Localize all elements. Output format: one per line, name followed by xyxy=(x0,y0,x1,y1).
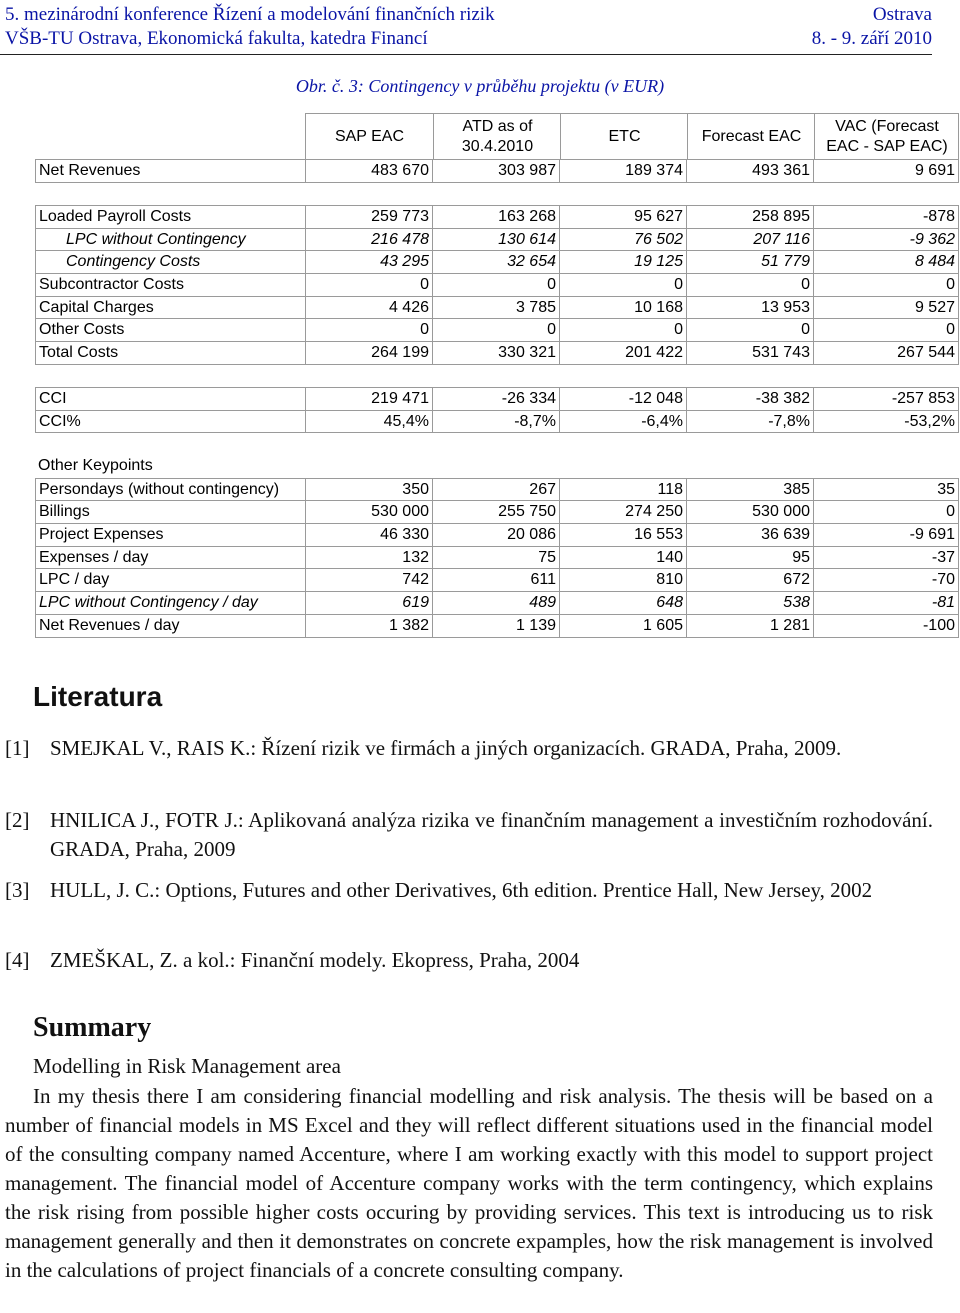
column-header xyxy=(560,114,688,160)
value-cell: 216 478 xyxy=(306,229,433,251)
value-cell: 303 987 xyxy=(433,160,560,182)
summary-paragraph: In my thesis there I am considering financial modelling and risk analysis. The thesis will be based on a number of financial models in MS Excel and they will reflect different situations used in the financial model of the consulting company named Accenture, where I am working exactly with this model to support project management. The financial model of Accenture company works with the term contingency, which explains the risk rising from possible higher costs occuring by providing services. This text is introducing us to risk management generally and then it demonstrates on concrete expamples, how the risk management is involved in the calculations of project financials of a concrete consulting company. xyxy=(5,1084,933,1282)
value-cell: -53,2% xyxy=(904,412,955,430)
reference-number: [2] xyxy=(5,808,30,832)
value-cell: -7,8% xyxy=(687,411,814,433)
table-row xyxy=(36,251,958,274)
column-header-label: ATD as of 30.4.2010 xyxy=(461,118,534,155)
table-row xyxy=(36,615,958,638)
value-cell: 13 953 xyxy=(687,297,814,319)
value-cell: 76 502 xyxy=(560,229,687,251)
value-cell: 36 639 xyxy=(687,524,814,546)
value-cell: 530 000 xyxy=(687,501,814,523)
row-label: Contingency Costs xyxy=(66,253,201,271)
table-block xyxy=(35,205,959,365)
reference-text: ZMEŠKAL, Z. a kol.: Finanční modely. Ekopress, Praha, 2004 xyxy=(50,948,580,972)
value-cell: 258 895 xyxy=(687,206,814,228)
value-cell: 9 527 xyxy=(914,298,955,316)
value-cell: 493 361 xyxy=(687,160,814,182)
value-cell: 611 xyxy=(433,569,560,591)
column-header xyxy=(306,114,433,160)
value-cell: 189 374 xyxy=(560,160,687,182)
value-cell: 43 295 xyxy=(306,251,433,273)
value-cell: 51 779 xyxy=(687,251,814,273)
value-cell: 672 xyxy=(687,569,814,591)
value-cell: 0 xyxy=(687,319,814,341)
reference-item xyxy=(5,734,933,763)
value-cell: 35 xyxy=(937,480,955,498)
value-cell: 255 750 xyxy=(433,501,560,523)
value-cell: 45,4% xyxy=(306,411,433,433)
row-label: LPC / day xyxy=(39,571,110,589)
column-header xyxy=(433,114,561,160)
summary-heading: Summary xyxy=(33,1012,152,1043)
row-label: Other Costs xyxy=(39,321,125,339)
reference-text: SMEJKAL V., RAIS K.: Řízení rizik ve firmách a jiných organizacích. GRADA, Praha, 2009. xyxy=(50,736,842,760)
value-cell: 132 xyxy=(306,547,433,569)
value-cell: 75 xyxy=(433,547,560,569)
table-row xyxy=(36,274,958,297)
value-cell: 0 xyxy=(433,319,560,341)
row-label: Net Revenues / day xyxy=(39,616,180,634)
value-cell: 0 xyxy=(560,319,687,341)
value-cell: 0 xyxy=(946,503,955,521)
reference-text: HULL, J. C.: Options, Futures and other Derivatives, 6th edition. Prentice Hall, New Jersey, 2002 xyxy=(50,878,873,902)
value-cell: 0 xyxy=(687,274,814,296)
value-cell: 46 330 xyxy=(306,524,433,546)
value-cell: -37 xyxy=(931,548,955,566)
row-label: CCI% xyxy=(39,412,81,430)
value-cell: 140 xyxy=(560,547,687,569)
value-cell: 0 xyxy=(946,321,955,339)
value-cell: -8,7% xyxy=(433,411,560,433)
literature-heading: Literatura xyxy=(33,681,163,712)
reference-number: [4] xyxy=(5,948,30,972)
value-cell: -38 382 xyxy=(687,388,814,410)
reference-item xyxy=(5,806,933,864)
table-row xyxy=(36,297,958,320)
value-cell: 1 605 xyxy=(560,615,687,637)
row-label: Net Revenues xyxy=(39,162,141,179)
value-cell: 163 268 xyxy=(433,206,560,228)
value-cell: -26 334 xyxy=(433,388,560,410)
value-cell: -70 xyxy=(931,571,955,589)
value-cell: 330 321 xyxy=(433,342,560,364)
value-cell: 1 281 xyxy=(687,615,814,637)
column-header-label: SAP EAC xyxy=(334,128,405,145)
table-row xyxy=(36,501,958,524)
header-divider xyxy=(0,54,932,55)
column-header xyxy=(814,114,959,160)
row-label: Billings xyxy=(39,503,90,521)
row-label: Capital Charges xyxy=(39,298,154,316)
table-row xyxy=(36,160,958,183)
table-row xyxy=(36,229,958,252)
value-cell: 259 773 xyxy=(306,206,433,228)
table-row xyxy=(36,388,958,411)
summary-subtitle: Modelling in Risk Management area xyxy=(33,1054,341,1078)
value-cell: 531 743 xyxy=(687,342,814,364)
value-cell: 4 426 xyxy=(306,297,433,319)
value-cell: 742 xyxy=(306,569,433,591)
value-cell: -9 362 xyxy=(909,230,955,248)
value-cell: 274 250 xyxy=(560,501,687,523)
contingency-table xyxy=(35,113,958,640)
column-header-label: Forecast EAC xyxy=(701,128,802,145)
table-block xyxy=(35,387,959,433)
reference-text: HNILICA J., FOTR J.: Aplikovaná analýza rizika ve finančním management a investičním rozhodování. GRADA, Praha, 2009 xyxy=(50,808,933,861)
table-row xyxy=(36,206,958,229)
value-cell: 0 xyxy=(306,319,433,341)
value-cell: 0 xyxy=(433,274,560,296)
value-cell: 3 785 xyxy=(433,297,560,319)
table-row xyxy=(36,524,958,547)
value-cell: 207 116 xyxy=(687,229,814,251)
table-row xyxy=(36,319,958,342)
value-cell: 267 xyxy=(433,479,560,501)
conference-city: Ostrava xyxy=(872,4,932,25)
value-cell: 1 382 xyxy=(306,615,433,637)
value-cell: 648 xyxy=(560,592,687,614)
conference-name: 5. mezinárodní konference Řízení a modelování finančních rizik xyxy=(5,4,495,25)
value-cell: 483 670 xyxy=(306,160,433,182)
running-header-line-1 xyxy=(5,4,932,26)
value-cell: 32 654 xyxy=(433,251,560,273)
value-cell: 118 xyxy=(560,479,687,501)
value-cell: 1 139 xyxy=(433,615,560,637)
block-title: Other Keypoints xyxy=(38,457,153,474)
table-row xyxy=(36,547,958,570)
value-cell: 219 471 xyxy=(306,388,433,410)
value-cell: -9 691 xyxy=(909,526,955,544)
row-label: Total Costs xyxy=(39,344,119,362)
value-cell: 264 199 xyxy=(306,342,433,364)
running-header-line-2 xyxy=(5,28,932,50)
value-cell: -12 048 xyxy=(560,388,687,410)
value-cell: 9 691 xyxy=(914,162,955,179)
value-cell: 0 xyxy=(306,274,433,296)
column-header-label: VAC (Forecast EAC - SAP EAC) xyxy=(826,118,948,155)
value-cell: -6,4% xyxy=(560,411,687,433)
value-cell: 10 168 xyxy=(560,297,687,319)
institution-name: VŠB-TU Ostrava, Ekonomická fakulta, katedra Financí xyxy=(5,28,428,49)
value-cell: 0 xyxy=(560,274,687,296)
value-cell: -100 xyxy=(922,616,955,634)
value-cell: 16 553 xyxy=(560,524,687,546)
value-cell: 530 000 xyxy=(306,501,433,523)
table-block xyxy=(35,159,959,183)
reference-number: [1] xyxy=(5,736,30,760)
row-label: Subcontractor Costs xyxy=(39,276,184,294)
value-cell: 538 xyxy=(687,592,814,614)
row-label: LPC without Contingency xyxy=(66,230,246,248)
table-header xyxy=(305,113,959,160)
table-row xyxy=(36,342,958,365)
conference-dates: 8. - 9. září 2010 xyxy=(811,28,932,49)
value-cell: 8 484 xyxy=(914,253,955,271)
value-cell: 810 xyxy=(560,569,687,591)
column-header xyxy=(687,114,815,160)
value-cell: 267 544 xyxy=(897,344,955,362)
figure-caption: Obr. č. 3: Contingency v průběhu projektu (v EUR) xyxy=(295,76,665,96)
value-cell: 95 xyxy=(687,547,814,569)
value-cell: 130 614 xyxy=(433,229,560,251)
row-label-cell xyxy=(36,387,306,411)
value-cell: 20 086 xyxy=(433,524,560,546)
value-cell: -81 xyxy=(931,594,955,612)
value-cell: 0 xyxy=(946,276,955,294)
value-cell: -878 xyxy=(922,208,955,225)
row-label: LPC without Contingency / day xyxy=(39,594,258,612)
value-cell: 489 xyxy=(433,592,560,614)
row-label: Project Expenses xyxy=(39,526,164,544)
row-label: Loaded Payroll Costs xyxy=(39,208,192,225)
table-row xyxy=(36,592,958,615)
table-row xyxy=(36,569,958,592)
row-label: Expenses / day xyxy=(39,548,149,566)
column-header-label: ETC xyxy=(608,128,641,145)
table-row xyxy=(36,479,958,502)
row-label: Persondays (without contingency) xyxy=(39,480,280,498)
value-cell: 19 125 xyxy=(560,251,687,273)
reference-number: [3] xyxy=(5,878,30,902)
value-cell: 619 xyxy=(306,592,433,614)
value-cell: 201 422 xyxy=(560,342,687,364)
table-row xyxy=(36,411,958,434)
reference-item xyxy=(5,876,933,905)
value-cell: -257 853 xyxy=(891,390,955,407)
table-block xyxy=(35,478,959,638)
value-cell: 385 xyxy=(687,479,814,501)
value-cell: 350 xyxy=(306,479,433,501)
row-label: CCI xyxy=(39,390,67,407)
value-cell: 95 627 xyxy=(560,206,687,228)
reference-item xyxy=(5,946,933,975)
